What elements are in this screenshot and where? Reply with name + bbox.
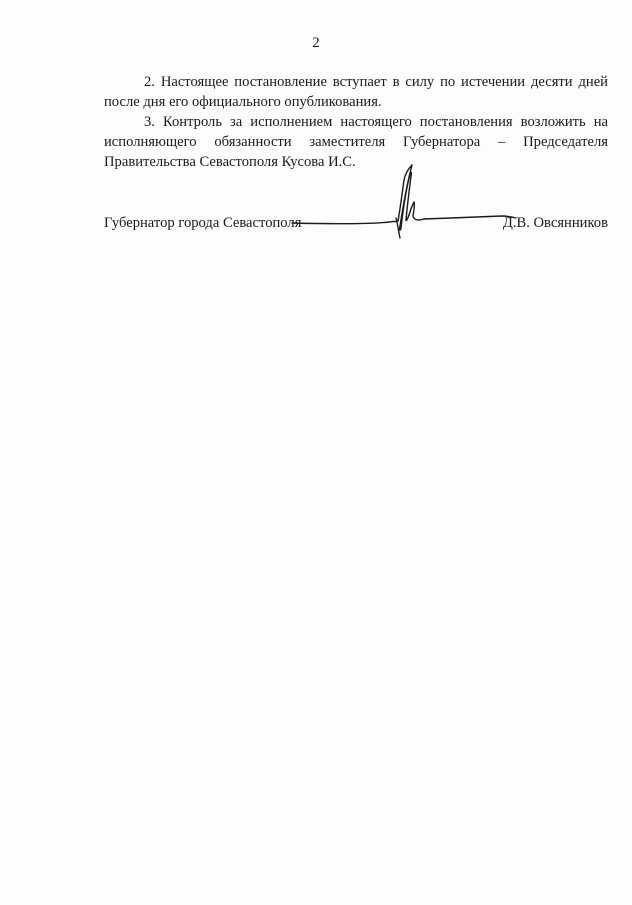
document-body [104,72,608,172]
page-number: 2 [312,35,320,51]
signer-name: Д.В. Овсянников [502,215,608,231]
paragraph-effective-date: 2. Настоящее постановление вступает в силу по истечении десяти дней после дня его официального опубликования. [104,74,608,110]
handwritten-signature [290,160,520,240]
paragraph-control-assignment: 3. Контроль за исполнением настоящего постановления возложить на исполняющего обязанности заместителя Губернатора – Председателя Правительства Севастополя Кусова И.С. [104,114,608,170]
signer-position: Губернатор города Севастополя [104,215,302,231]
